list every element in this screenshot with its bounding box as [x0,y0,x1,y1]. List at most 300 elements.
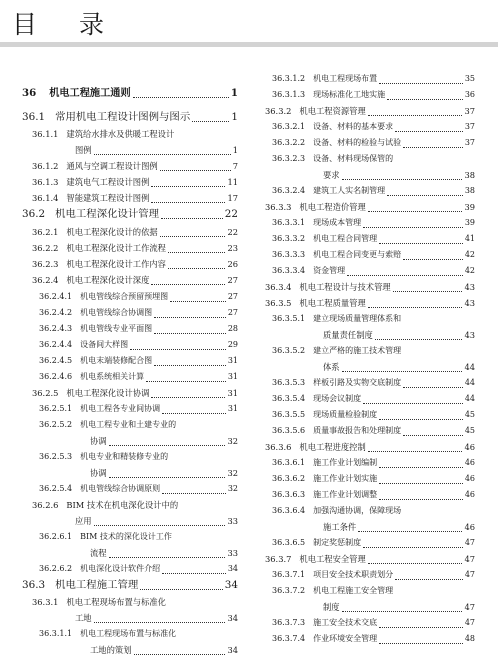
toc-leader-dots [342,610,463,612]
toc-entry-page: 27 [227,275,238,285]
toc-entry [272,615,475,631]
toc-entry-page: 46 [464,474,475,483]
toc-entry-number: 36.3.6.3 [272,490,306,499]
toc-entry-title: 设备间大样图 [80,340,129,349]
toc-entry [90,545,238,561]
toc-leader-dots [154,364,226,366]
toc-leader-dots [109,476,226,478]
toc-entry [272,231,475,247]
toc-entry-title: 机电工程施工安全管理 [313,586,394,595]
toc-entry-page: 22 [227,227,238,237]
toc-entry-title: 机电末端装修配合图 [80,356,153,365]
toc-entry-number: 36.3.7 [265,554,292,564]
toc-entry [75,513,238,529]
toc-entry [39,417,238,433]
toc-entry-title: 机电工程深化设计工作流程 [66,243,166,253]
toc-entry [272,487,475,503]
toc-entry-title: 施工条件 [323,522,357,532]
toc-entry-page: 47 [464,618,475,627]
toc-leader-dots [154,332,226,334]
toc-entry-title: 协调 [90,468,107,478]
toc-entry-number: 36.2.3 [32,259,59,269]
toc-entry-number: 36.2.4.4 [39,340,73,349]
toc-entry [272,71,475,87]
toc-leader-dots [375,338,463,340]
toc-entry-page: 44 [464,362,475,372]
toc-entry-page: 44 [464,378,475,387]
toc-entry-number: 36.3.4 [265,282,292,292]
toc-entry-number: 36.2.6.1 [39,532,73,541]
toc-entry-page: 23 [227,243,238,253]
toc-entry-number: 36.3.3.2 [272,234,306,243]
toc-entry-number: 36.3.2.2 [272,138,306,147]
toc-leader-dots [393,290,463,292]
toc-entry [32,190,238,206]
toc-entry [272,151,475,167]
toc-entry-page: 47 [464,602,475,612]
toc-entry [323,327,475,343]
toc-entry [272,391,475,407]
toc-entry-title: 机电深化设计软件介绍 [80,564,161,573]
toc-entry [90,642,238,658]
toc-entry-number: 36.2.5.3 [39,452,73,461]
toc-entry-title: 施工作业计划调整 [313,490,378,499]
toc-entry [75,610,238,626]
toc-entry-number: 36.3.1.1 [39,629,73,638]
toc-entry-number: 36.1 [22,111,46,123]
toc-entry [32,497,238,513]
toc-entry-title: 建立严格的施工技术管理 [313,346,402,355]
toc-entry [32,126,238,142]
toc-entry-number: 36.3.5.1 [272,314,306,323]
toc-leader-dots [368,306,463,308]
toc-entry-number: 36.1.1 [32,129,59,139]
toc-leader-dots [160,169,231,171]
toc-entry [39,321,238,337]
toc-entry-title: 质量责任制度 [323,330,373,340]
toc-entry [39,529,238,545]
toc-entry-number: 36.3.1.2 [272,74,306,83]
toc-entry [32,256,238,272]
toc-entry-number: 36.3.1.3 [272,90,306,99]
toc-entry-number: 36.3.2.1 [272,122,306,131]
toc-entry-title: 机电工程进度控制 [299,442,366,452]
toc-leader-dots [342,178,463,180]
toc-entry-title: 设备、材料的基本要求 [313,122,394,131]
toc-entry-number: 36.1.2 [32,161,59,171]
toc-entry-title: 协调 [90,436,107,446]
toc-entry-title: 工地的策划 [90,645,132,655]
toc-entry-page: 48 [464,634,475,643]
toc-entry-number: 36.3.6.1 [272,458,306,467]
toc-entry-title: 机电工程现场布置 [313,74,378,83]
toc-entry-number: 36.3.6.2 [272,474,306,483]
toc-entry-title: 机电管线专业平面图 [80,324,153,333]
toc-entry-title: 现场标准化工地实施 [313,90,386,99]
toc-leader-dots [160,235,226,237]
toc-leader-dots [168,267,225,269]
toc-entry [39,561,238,577]
toc-entry-title: 建筑电气工程设计图例 [66,177,150,187]
toc-entry-number: 36.2.4.3 [39,324,73,333]
toc-entry-page: 26 [227,259,238,269]
toc-entry-title: 机电工程质量管理 [299,298,366,308]
toc-entry [39,337,238,353]
toc-entry [272,183,475,199]
toc-entry-number: 36.2.5.2 [39,420,73,429]
toc-entry-page: 42 [464,266,475,275]
toc-entry-number: 36.2.5.1 [39,404,73,413]
toc-entry-number: 36.2.5 [32,388,59,398]
toc-entry [272,311,475,327]
toc-entry [22,577,238,593]
toc-entry-page: 1 [230,87,238,99]
toc-leader-dots [109,444,226,446]
toc-entry-title: 应用 [75,516,92,526]
toc-leader-dots [94,524,226,526]
toc-entry [32,385,238,401]
toc-leader-dots [379,82,463,84]
toc-entry-number: 36.3.3.1 [272,218,306,227]
toc-entry-number: 36.2.5.4 [39,484,73,493]
toc-entry [32,224,238,240]
toc-entry [272,567,475,583]
toc-entry [272,343,475,359]
toc-leader-dots [347,274,463,276]
toc-entry-page: 28 [227,324,238,333]
toc-entry-title: BIM 技术的深化设计工作 [80,532,172,541]
toc-entry-number: 36.3.5.4 [272,394,306,403]
toc-entry-title: 机电工程安全管理 [299,554,366,564]
toc-entry-page: 36 [464,90,475,99]
toc-leader-dots [161,217,223,219]
toc-leader-dots [403,434,463,436]
toc-entry-page: 31 [227,388,238,398]
toc-entry-number: 36.3.5.3 [272,378,306,387]
toc-entry-title: 机电专业和精装修专业的 [80,452,169,461]
toc-leader-dots [162,572,226,574]
toc-entry-title: 要求 [323,170,340,180]
toc-entry-title: 机电工程造价管理 [299,202,366,212]
toc-entry-page: 46 [464,490,475,499]
toc-entry [22,206,238,222]
toc-entry [39,626,238,642]
toc-entry-number: 36.3.2.3 [272,154,306,163]
toc-leader-dots [403,146,463,148]
toc-entry [323,359,475,375]
toc-entry-page: 47 [464,554,475,564]
toc-entry [32,594,238,610]
toc-entry-number: 36.2.4.2 [39,308,73,317]
toc-entry-page: 44 [464,394,475,403]
toc-entry-page: 31 [227,356,238,365]
toc-entry [32,240,238,256]
toc-leader-dots [379,418,463,420]
toc-entry-title: 加强沟通协调，保障现场 [313,506,402,515]
page-title: 目录 [12,10,147,39]
toc-entry [272,423,475,439]
toc-entry [39,481,238,497]
toc-entry-number: 36.2.4.6 [39,372,73,381]
toc-entry [272,407,475,423]
toc-entry-title: 建筑工人实名制管理 [313,186,386,195]
toc-entry-number: 36.2.2 [32,243,59,253]
toc-leader-dots [342,370,463,372]
toc-entry-title: 体系 [323,362,340,372]
toc-leader-dots [379,482,463,484]
toc-entry-page: 22 [224,208,238,220]
toc-entry-number: 36.2.1 [32,227,59,237]
toc-entry [272,631,475,647]
toc-entry-page: 34 [227,645,238,655]
toc-entry-page: 31 [227,404,238,413]
toc-leader-dots [387,194,463,196]
toc-entry-title: 常用机电工程设计图例与图示 [55,111,191,123]
toc-entry-number: 36.3.2 [265,106,292,116]
toc-entry-page: 17 [227,193,238,203]
toc-entry [265,199,475,215]
toc-entry [272,375,475,391]
toc-entry-number: 36.2.6 [32,500,59,510]
toc-leader-dots [133,96,229,98]
toc-entry-title: 施工作业计划编制 [313,458,378,467]
toc-entry-title: 机电系统相关计算 [80,372,145,381]
toc-entry-title: 流程 [90,548,107,558]
toc-entry-page: 32 [227,484,238,493]
toc-entry [32,272,238,288]
toc-entry-title: 机电工程施工通则 [49,87,131,99]
toc-entry [22,109,238,125]
toc-leader-dots [151,283,225,285]
toc-entry [272,119,475,135]
toc-leader-dots [140,588,223,590]
toc-entry-page: 43 [464,282,475,292]
toc-entry [272,215,475,231]
toc-leader-dots [363,546,463,548]
toc-entry-title: 现场成本管理 [313,218,362,227]
toc-entry-title: 现场会议制度 [313,394,362,403]
toc-entry-title: 资金管理 [313,266,346,275]
toc-leader-dots [358,530,462,532]
toc-entry-page: 47 [464,570,475,579]
toc-entry-number: 36.1.3 [32,177,59,187]
toc-entry-title: BIM 技术在机电深化设计中的 [66,500,179,510]
toc-entry [22,85,238,101]
toc-entry-page: 46 [464,458,475,467]
toc-entry-number: 36.3.5 [265,298,292,308]
toc-entry-title: 机电工程施工管理 [55,579,139,591]
toc-leader-dots [379,242,463,244]
toc-entry-page: 43 [464,330,475,340]
toc-entry-page: 39 [464,202,475,212]
toc-entry-title: 图例 [75,145,92,155]
toc-leader-dots [94,153,231,155]
toc-leader-dots [130,348,226,350]
toc-entry-page: 37 [464,122,475,131]
toc-entry [265,103,475,119]
toc-entry-title: 机电工程合同变更与索赔 [313,250,402,259]
toc-entry-number: 36 [22,87,37,99]
toc-entry-number: 36.3.3 [265,202,292,212]
toc-entry-page: 41 [464,234,475,243]
toc-entry-page: 38 [464,186,475,195]
toc-entry [272,471,475,487]
toc-entry-title: 机电工程专业和土建专业的 [80,420,177,429]
toc-leader-dots [162,492,226,494]
toc-entry-page: 45 [464,426,475,435]
toc-entry-number: 36.2.6.2 [39,564,73,573]
toc-entry [90,433,238,449]
toc-entry-title: 施工作业计划实施 [313,474,378,483]
toc-entry-title: 机电工程现场布置与标准化 [80,629,177,638]
toc-leader-dots [170,300,226,302]
toc-entry-number: 36.3.5.2 [272,346,306,355]
toc-leader-dots [379,626,463,628]
toc-entry-number: 36.3.2.4 [272,186,306,195]
toc-entry-title: 机电工程深化设计管理 [55,208,160,220]
toc-entry-number: 36.2.4.1 [39,292,73,301]
toc-leader-dots [151,201,225,203]
toc-entry-page: 39 [464,218,475,227]
toc-entry-page: 29 [227,340,238,349]
toc-entry-title: 现场质量检验制度 [313,410,378,419]
toc-entry-page: 33 [227,516,238,526]
toc-entry-page: 1 [231,111,238,123]
toc-entry [39,353,238,369]
toc-entry-title: 机电工程各专业间协调 [80,404,161,413]
toc-entry [265,551,475,567]
toc-entry-title: 项目安全技术职责划分 [313,570,394,579]
toc-entry-title: 设备、材料的检验与试验 [313,138,402,147]
toc-entry-title: 机电工程深化设计工作内容 [66,259,166,269]
toc-entry-title: 机电工程资源管理 [299,106,366,116]
toc-leader-dots [387,98,463,100]
toc-leader-dots [368,450,463,452]
toc-entry [265,279,475,295]
toc-entry-title: 机电管线综合协调原则 [80,484,161,493]
toc-leader-dots [94,621,226,623]
toc-entry [272,583,475,599]
toc-entry [323,167,475,183]
toc-entry-title: 机电管线综合预留预埋图 [80,292,169,301]
toc-entry-title: 智能建筑工程设计图例 [66,193,150,203]
toc-entry-page: 27 [227,308,238,317]
toc-leader-dots [368,210,463,212]
toc-leader-dots [363,226,463,228]
toc-entry-page: 42 [464,250,475,259]
toc-entry-title: 机电工程合同管理 [313,234,378,243]
toc-entry-page: 43 [464,298,475,308]
toc-leader-dots [363,402,463,404]
toc-entry-number: 36.3.5.6 [272,426,306,435]
toc-entry-number: 36.3 [22,579,46,591]
toc-leader-dots [395,578,463,580]
toc-entry-title: 质量事故报告和处理制度 [313,426,402,435]
toc-entry-title: 机电工程深化设计深度 [66,275,150,285]
toc-entry-title: 机电工程设计与技术管理 [299,282,391,292]
toc-entry-number: 36.3.6.5 [272,538,306,547]
toc-entry [272,503,475,519]
toc-entry-title: 设备、材料现场保管的 [313,154,394,163]
toc-entry [32,174,238,190]
toc-leader-dots [395,130,463,132]
toc-leader-dots [109,556,226,558]
toc-entry-title: 作业环境安全管理 [313,634,378,643]
toc-entry-page: 1 [232,145,238,155]
toc-entry-number: 36.3.1 [32,597,59,607]
toc-leader-dots [162,412,226,414]
toc-entry [39,289,238,305]
toc-entry-number: 36.3.3.4 [272,266,306,275]
toc-entry-title: 机电工程深化设计的依据 [66,227,158,237]
toc-entry-number: 36.3.3.3 [272,250,306,259]
toc-entry-page: 34 [227,564,238,573]
toc-entry-page: 31 [227,372,238,381]
toc-entry-page: 46 [464,442,475,452]
toc-leader-dots [146,380,226,382]
toc-entry-title: 建筑给水排水及供暖工程设计 [66,129,175,139]
toc-entry-page: 45 [464,410,475,419]
toc-entry-title: 施工安全技术交底 [313,618,378,627]
toc-entry-number: 36.2.4 [32,275,59,285]
toc-entry [39,305,238,321]
toc-entry [272,87,475,103]
toc-entry-page: 37 [464,106,475,116]
toc-entry-number: 36.3.5.5 [272,410,306,419]
toc-entry-title: 机电管线综合协调图 [80,308,153,317]
toc-entry-page: 32 [227,436,238,446]
toc-leader-dots [151,185,225,187]
toc-leader-dots [403,258,463,260]
toc-leader-dots [403,386,463,388]
toc-entry [39,369,238,385]
toc-entry-title: 建立现场质量管理体系和 [313,314,402,323]
toc-entry [323,599,475,615]
toc-entry-page: 47 [464,538,475,547]
toc-entry-page: 34 [227,613,238,623]
toc-entry-title: 机电工程现场布置与标准化 [66,597,166,607]
toc-entry [39,401,238,417]
toc-entry [265,439,475,455]
toc-entry-number: 36.2 [22,208,46,220]
toc-entry [272,535,475,551]
toc-leader-dots [151,396,225,398]
toc-entry-title: 制定奖惩制度 [313,538,362,547]
toc-entry-number: 36.3.6.4 [272,506,306,515]
toc-entry-page: 7 [232,161,238,171]
toc-entry-page: 46 [464,522,475,532]
toc-leader-dots [168,251,225,253]
toc-entry-number: 36.3.7.1 [272,570,306,579]
toc-entry-number: 36.3.7.4 [272,634,306,643]
toc-entry [272,247,475,263]
toc-entry-page: 32 [227,468,238,478]
toc-entry [323,519,475,535]
toc-entry-title: 样板引路及实物交底制度 [313,378,402,387]
toc-entry [90,465,238,481]
toc-leader-dots [379,466,463,468]
toc-entry [265,295,475,311]
toc-leader-dots [368,562,463,564]
toc-entry-number: 36.1.4 [32,193,59,203]
toc-entry-number: 36.3.6 [265,442,292,452]
toc-entry-page: 27 [227,292,238,301]
toc-entry-title: 工地 [75,613,92,623]
toc-entry-number: 36.3.7.3 [272,618,306,627]
toc-entry-title: 制度 [323,602,340,612]
header-rule [0,42,498,47]
toc-leader-dots [368,114,463,116]
